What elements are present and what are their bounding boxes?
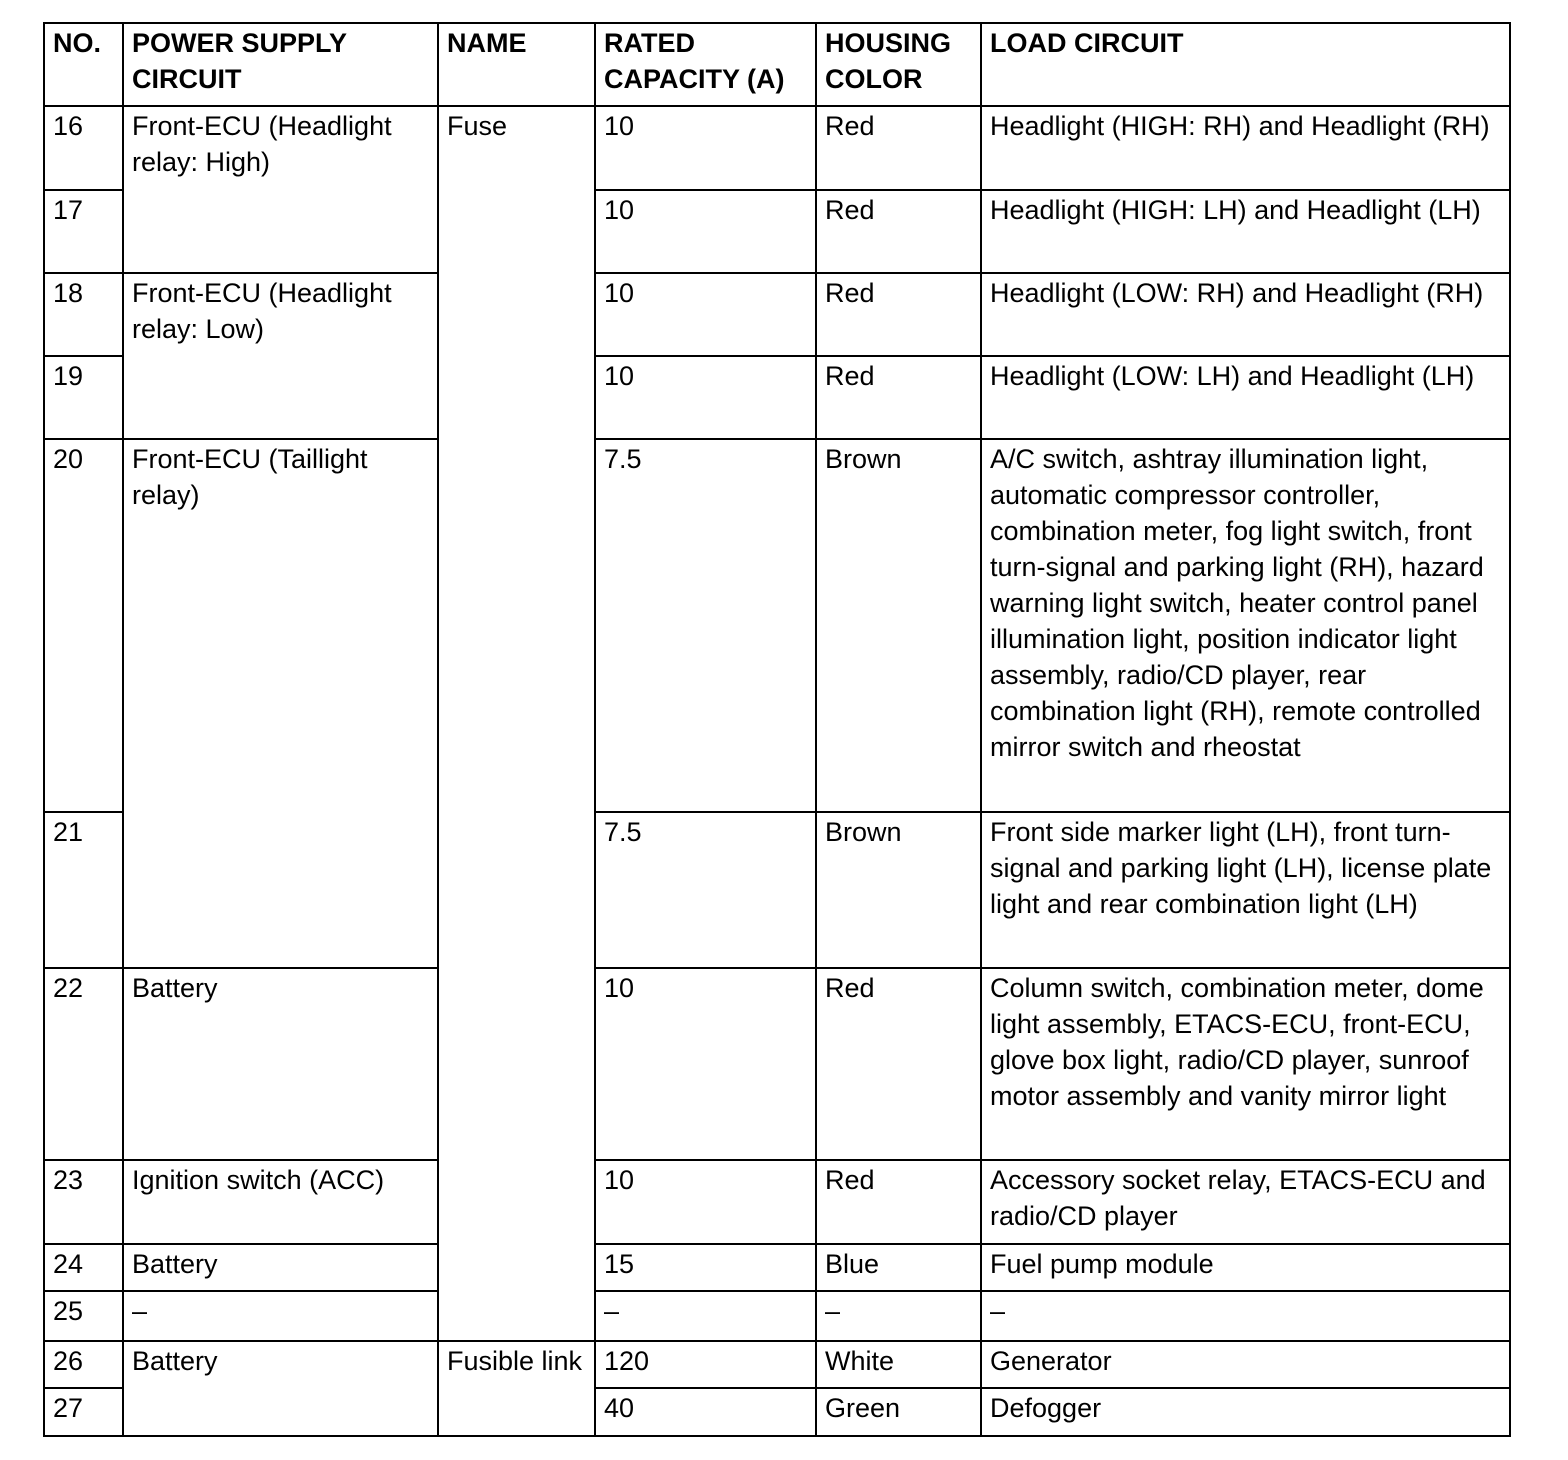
header-row <box>44 23 1510 106</box>
cell-load-circuit: Fuel pump module <box>981 1244 1510 1291</box>
table-row <box>44 106 1510 190</box>
header-housing-color: HOUSING COLOR <box>816 23 981 106</box>
cell-rated-capacity: 10 <box>595 273 816 356</box>
cell-power-supply: Front-ECU (Taillight relay) <box>123 439 438 968</box>
cell-housing-color: Red <box>816 968 981 1160</box>
cell-no: 25 <box>44 1291 123 1341</box>
cell-power-supply: Battery <box>123 1244 438 1291</box>
header-name: NAME <box>438 23 595 106</box>
table-row <box>44 1341 1510 1388</box>
cell-load-circuit: Headlight (LOW: RH) and Headlight (RH) <box>981 273 1510 356</box>
cell-load-circuit: Generator <box>981 1341 1510 1388</box>
cell-load-circuit: A/C switch, ashtray illumination light, automatic compressor controller, combination meter, fog light switch, front turn-signal and parking light (RH), hazard warning light switch, heater control panel illumination light, position indicator light assembly, radio/CD player, rear combination light (RH), remote controlled mirror switch and rheostat <box>981 439 1510 812</box>
cell-housing-color: Red <box>816 106 981 190</box>
header-no: NO. <box>44 23 123 106</box>
cell-rated-capacity: – <box>595 1291 816 1341</box>
table-row <box>44 439 1510 812</box>
cell-load-circuit: Headlight (HIGH: LH) and Headlight (LH) <box>981 190 1510 273</box>
cell-no: 23 <box>44 1160 123 1244</box>
cell-housing-color: Blue <box>816 1244 981 1291</box>
cell-housing-color: Red <box>816 356 981 439</box>
cell-power-supply: Battery <box>123 968 438 1160</box>
fuse-table <box>43 22 1511 1437</box>
cell-power-supply: Ignition switch (ACC) <box>123 1160 438 1244</box>
cell-no: 27 <box>44 1388 123 1436</box>
table-row <box>44 1291 1510 1341</box>
cell-no: 26 <box>44 1341 123 1388</box>
cell-rated-capacity: 40 <box>595 1388 816 1436</box>
cell-name: Fusible link <box>438 1341 595 1436</box>
cell-load-circuit: Column switch, combination meter, dome light assembly, ETACS-ECU, front-ECU, glove box light, radio/CD player, sunroof motor assembly and vanity mirror light <box>981 968 1510 1160</box>
table-row <box>44 968 1510 1160</box>
header-load-circuit: LOAD CIRCUIT <box>981 23 1510 106</box>
cell-rated-capacity: 10 <box>595 356 816 439</box>
cell-power-supply: Front-ECU (Headlight relay: High) <box>123 106 438 273</box>
cell-name: Fuse <box>438 106 595 1341</box>
cell-rated-capacity: 10 <box>595 190 816 273</box>
cell-housing-color: Green <box>816 1388 981 1436</box>
cell-rated-capacity: 10 <box>595 968 816 1160</box>
cell-load-circuit: – <box>981 1291 1510 1341</box>
cell-rated-capacity: 10 <box>595 1160 816 1244</box>
cell-power-supply: – <box>123 1291 438 1341</box>
cell-no: 17 <box>44 190 123 273</box>
header-power-supply-circuit: POWER SUPPLY CIRCUIT <box>123 23 438 106</box>
cell-rated-capacity: 7.5 <box>595 812 816 968</box>
cell-housing-color: Red <box>816 1160 981 1244</box>
cell-power-supply: Front-ECU (Headlight relay: Low) <box>123 273 438 439</box>
cell-housing-color: – <box>816 1291 981 1341</box>
cell-housing-color: Red <box>816 273 981 356</box>
cell-rated-capacity: 7.5 <box>595 439 816 812</box>
table-row <box>44 1160 1510 1244</box>
cell-load-circuit: Defogger <box>981 1388 1510 1436</box>
cell-no: 16 <box>44 106 123 190</box>
cell-no: 20 <box>44 439 123 812</box>
cell-rated-capacity: 10 <box>595 106 816 190</box>
cell-no: 18 <box>44 273 123 356</box>
cell-rated-capacity: 120 <box>595 1341 816 1388</box>
table-row <box>44 273 1510 356</box>
cell-rated-capacity: 15 <box>595 1244 816 1291</box>
cell-housing-color: Brown <box>816 439 981 812</box>
cell-no: 21 <box>44 812 123 968</box>
cell-no: 19 <box>44 356 123 439</box>
cell-housing-color: Brown <box>816 812 981 968</box>
cell-housing-color: Red <box>816 190 981 273</box>
table-row <box>44 1244 1510 1291</box>
cell-power-supply: Battery <box>123 1341 438 1436</box>
cell-load-circuit: Accessory socket relay, ETACS-ECU and radio/CD player <box>981 1160 1510 1244</box>
cell-load-circuit: Headlight (LOW: LH) and Headlight (LH) <box>981 356 1510 439</box>
header-rated-capacity: RATED CAPACITY (A) <box>595 23 816 106</box>
cell-load-circuit: Headlight (HIGH: RH) and Headlight (RH) <box>981 106 1510 190</box>
cell-no: 24 <box>44 1244 123 1291</box>
cell-no: 22 <box>44 968 123 1160</box>
cell-housing-color: White <box>816 1341 981 1388</box>
cell-load-circuit: Front side marker light (LH), front turn-signal and parking light (LH), license plate light and rear combination light (LH) <box>981 812 1510 968</box>
